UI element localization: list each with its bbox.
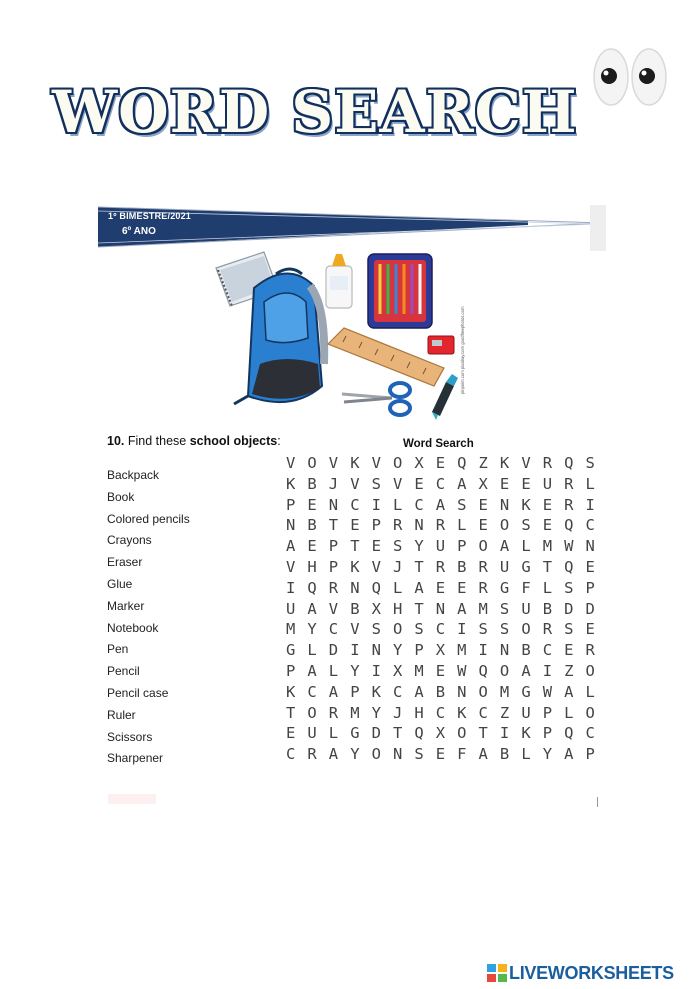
grid-cell[interactable]: E <box>435 454 446 472</box>
grid-cell[interactable]: V <box>286 454 296 472</box>
grid-cell[interactable]: A <box>286 537 296 556</box>
grid-cell[interactable]: B <box>499 745 510 764</box>
grid-cell[interactable]: Q <box>414 724 424 743</box>
grid-cell[interactable]: Y <box>414 537 424 556</box>
grid-cell[interactable]: N <box>414 516 424 535</box>
grid-cell[interactable]: G <box>521 682 531 701</box>
pennant-term-label: 1º BIMESTRE/2021 <box>108 211 192 221</box>
word-list-item: Book <box>107 489 135 504</box>
grid-cell[interactable]: L <box>328 661 339 680</box>
grid-cell[interactable]: M <box>414 661 424 680</box>
grid-cell[interactable]: V <box>328 599 339 618</box>
grid-cell[interactable]: S <box>371 474 381 493</box>
grid-cell[interactable]: C <box>435 703 446 722</box>
grid-cell[interactable]: S <box>499 620 510 639</box>
grid-cell[interactable]: V <box>350 474 360 493</box>
grid-cell[interactable]: B <box>435 682 446 701</box>
grid-cell[interactable]: Y <box>307 620 317 639</box>
grid-cell[interactable]: V <box>392 474 403 493</box>
grid-cell[interactable]: V <box>521 454 531 472</box>
grid-cell[interactable]: E <box>371 537 381 556</box>
ruler-illustration <box>328 328 444 386</box>
grid-cell[interactable]: I <box>371 495 381 514</box>
grid-cell[interactable]: S <box>499 599 510 618</box>
grid-cell[interactable]: O <box>478 537 488 556</box>
grid-cell[interactable]: Z <box>499 703 510 722</box>
grid-cell[interactable]: E <box>307 537 317 556</box>
grid-cell[interactable]: C <box>286 745 296 764</box>
grid-cell[interactable]: R <box>307 745 317 764</box>
grid-cell[interactable]: E <box>435 661 446 680</box>
grid-cell[interactable]: E <box>307 495 317 514</box>
grid-cell[interactable]: Q <box>371 578 381 597</box>
grid-cell[interactable]: C <box>478 703 488 722</box>
grid-cell[interactable]: E <box>435 578 446 597</box>
grid-cell[interactable]: Q <box>564 454 574 472</box>
grid-cell[interactable]: U <box>286 599 296 618</box>
grid-cell[interactable]: H <box>414 703 424 722</box>
grid-cell[interactable]: Q <box>457 454 467 472</box>
grid-cell[interactable]: K <box>521 724 531 743</box>
grid-cell[interactable]: R <box>478 557 488 576</box>
grid-cell[interactable]: P <box>328 537 339 556</box>
grid-cell[interactable]: I <box>499 724 510 743</box>
grid-cell[interactable]: E <box>350 516 360 535</box>
word-list-item: Crayons <box>107 533 152 548</box>
grid-cell[interactable]: C <box>585 724 595 743</box>
grid-cell[interactable]: G <box>286 641 296 660</box>
grid-cell[interactable]: V <box>286 557 296 576</box>
letter-grid <box>280 453 602 765</box>
grid-cell[interactable]: K <box>521 495 531 514</box>
grid-cell[interactable]: C <box>350 495 360 514</box>
grid-cell[interactable]: E <box>542 516 553 535</box>
grid-cell[interactable]: K <box>286 474 296 493</box>
grid-cell[interactable]: M <box>457 641 467 660</box>
grid-cell[interactable]: E <box>286 724 296 743</box>
grid-cell[interactable]: V <box>371 557 381 576</box>
grid-cell[interactable]: Y <box>542 745 553 764</box>
grid-cell[interactable]: B <box>542 599 553 618</box>
grid-cell[interactable]: T <box>286 703 296 722</box>
word-list-item: Notebook <box>107 620 159 635</box>
grid-cell[interactable]: E <box>414 474 424 493</box>
grid-cell[interactable]: W <box>564 537 574 556</box>
grid-cell[interactable]: I <box>478 641 488 660</box>
grid-cell[interactable]: D <box>585 599 595 618</box>
grid-cell[interactable]: X <box>414 454 424 472</box>
instruction-text-after: : <box>277 434 281 448</box>
grid-cell[interactable]: M <box>286 620 296 639</box>
sharpener-illustration <box>428 336 454 354</box>
grid-cell[interactable]: I <box>457 620 467 639</box>
grid-cell[interactable]: R <box>585 641 595 660</box>
grid-cell[interactable]: E <box>457 578 467 597</box>
grid-cell[interactable]: S <box>521 516 531 535</box>
liveworksheets-logo[interactable] <box>487 962 674 984</box>
grid-cell[interactable]: N <box>350 578 360 597</box>
grid-cell[interactable]: P <box>350 682 360 701</box>
word-list-item: Marker <box>107 598 145 613</box>
grid-cell[interactable]: P <box>585 745 595 764</box>
grid-cell[interactable]: L <box>392 495 403 514</box>
grid-cell[interactable]: L <box>307 641 317 660</box>
grid-cell[interactable]: Q <box>564 557 574 576</box>
grid-cell[interactable]: G <box>499 578 510 597</box>
grid-cell[interactable]: L <box>585 474 595 493</box>
grid-cell[interactable]: X <box>478 474 488 493</box>
grid-cell[interactable]: Q <box>478 661 488 680</box>
grid-cell[interactable]: O <box>307 703 317 722</box>
instruction-text-before: Find these <box>127 434 190 448</box>
word-list <box>107 465 190 770</box>
grid-cell[interactable]: Z <box>564 661 574 680</box>
grid-cell[interactable]: X <box>392 661 403 680</box>
grid-cell[interactable]: D <box>564 599 574 618</box>
grid-cell[interactable]: Q <box>564 516 574 535</box>
grid-cell[interactable]: S <box>585 454 595 472</box>
grid-cell[interactable]: F <box>457 745 467 764</box>
word-list-item: Colored pencils <box>107 511 190 526</box>
grid-cell[interactable]: A <box>328 745 339 764</box>
grid-cell[interactable]: T <box>414 599 424 618</box>
grid-cell[interactable]: S <box>457 495 467 514</box>
grid-cell[interactable]: J <box>392 557 403 576</box>
grid-cell[interactable]: N <box>328 495 339 514</box>
grid-cell[interactable]: E <box>499 474 510 493</box>
grid-cell[interactable]: W <box>542 682 553 701</box>
grid-cell[interactable]: C <box>435 620 446 639</box>
grid-cell[interactable]: B <box>350 599 360 618</box>
grid-cell[interactable]: P <box>585 578 595 597</box>
grid-cell[interactable]: M <box>478 599 488 618</box>
grid-cell[interactable]: U <box>521 599 531 618</box>
grid-cell[interactable]: C <box>542 641 553 660</box>
word-list-item: Scissors <box>107 729 153 744</box>
grid-cell[interactable]: Y <box>392 641 403 660</box>
exercise-instruction <box>107 434 281 448</box>
grid-cell[interactable]: D <box>328 641 339 660</box>
grid-cell[interactable]: P <box>542 724 553 743</box>
word-list-item: Backpack <box>107 468 160 482</box>
grid-cell[interactable]: V <box>328 454 339 472</box>
grid-cell[interactable]: R <box>392 516 403 535</box>
grid-cell[interactable]: G <box>521 557 531 576</box>
grid-cell[interactable]: L <box>328 724 339 743</box>
grid-cell[interactable]: U <box>307 724 317 743</box>
grid-cell[interactable]: T <box>542 557 553 576</box>
word-list-item: Pencil <box>107 664 140 679</box>
grid-cell[interactable]: C <box>435 474 446 493</box>
school-supplies-illustration <box>206 246 478 424</box>
logo-text: LIVEWORKSHEETS <box>509 962 674 983</box>
grid-cell[interactable]: I <box>585 495 595 514</box>
grid-cell[interactable]: L <box>585 682 595 701</box>
word-list-item: Sharpener <box>107 751 164 766</box>
grid-cell[interactable]: Y <box>371 703 381 722</box>
grid-cell[interactable]: N <box>392 745 403 764</box>
grid-cell[interactable]: K <box>350 454 360 472</box>
word-search-title: Word Search <box>403 438 474 450</box>
grid-cell[interactable]: R <box>542 620 553 639</box>
grid-cell[interactable]: P <box>542 703 553 722</box>
grid-cell[interactable]: E <box>521 474 531 493</box>
grid-cell[interactable]: R <box>564 474 574 493</box>
grid-cell[interactable]: Q <box>564 724 574 743</box>
grid-cell[interactable]: P <box>457 537 467 556</box>
grid-cell[interactable]: C <box>585 516 595 535</box>
grid-cell[interactable]: J <box>328 474 339 493</box>
grid-cell[interactable]: S <box>564 578 574 597</box>
grid-cell[interactable]: U <box>521 703 531 722</box>
grid-cell[interactable]: L <box>564 703 574 722</box>
grid-cell[interactable]: C <box>392 682 403 701</box>
grid-cell[interactable]: E <box>585 557 595 576</box>
pennant-grade-label: 6º ANO <box>122 226 156 237</box>
word-list-item: Pen <box>107 642 129 657</box>
grid-cell[interactable]: N <box>499 641 510 660</box>
grid-cell[interactable]: W <box>457 661 467 680</box>
word-list-item: Eraser <box>107 555 143 570</box>
grid-cell[interactable]: A <box>414 682 424 701</box>
exercise-number: 10. <box>107 434 125 448</box>
grid-cell[interactable]: B <box>457 557 467 576</box>
grid-cell[interactable]: O <box>499 661 510 680</box>
grid-cell[interactable]: L <box>542 578 553 597</box>
grid-cell[interactable]: O <box>307 454 317 472</box>
grid-cell[interactable]: H <box>307 557 317 576</box>
grid-cell[interactable]: O <box>371 745 381 764</box>
grid-cell[interactable]: I <box>542 661 553 680</box>
grid-cell[interactable]: R <box>542 454 553 472</box>
instruction-text-bold: school objects <box>189 434 278 448</box>
grid-cell[interactable]: X <box>435 724 446 743</box>
grid-cell[interactable]: V <box>350 620 360 639</box>
grid-cell[interactable]: K <box>371 682 381 701</box>
eyes-emoji-icon <box>592 46 668 108</box>
grid-cell[interactable]: L <box>521 537 531 556</box>
grid-cell[interactable]: D <box>371 724 381 743</box>
grid-cell[interactable]: A <box>328 682 339 701</box>
grid-cell[interactable]: A <box>499 537 510 556</box>
grid-cell[interactable]: G <box>350 724 360 743</box>
grid-cell[interactable]: B <box>521 641 531 660</box>
grid-cell[interactable]: A <box>457 474 467 493</box>
grid-cell[interactable]: O <box>457 724 467 743</box>
grid-cell[interactable]: O <box>392 620 403 639</box>
grid-cell[interactable]: S <box>564 620 574 639</box>
grid-cell[interactable]: P <box>328 557 339 576</box>
grid-cell[interactable]: E <box>478 495 488 514</box>
grid-cell[interactable]: N <box>435 599 446 618</box>
grid-cell[interactable]: A <box>414 578 424 597</box>
grid-cell[interactable]: C <box>414 495 424 514</box>
word-list-item: Glue <box>107 576 133 591</box>
grid-cell[interactable]: A <box>478 745 488 764</box>
faint-mark <box>108 794 156 804</box>
grid-cell[interactable]: A <box>564 682 574 701</box>
grid-cell[interactable]: A <box>307 661 317 680</box>
grid-cell[interactable]: I <box>371 661 381 680</box>
grid-cell[interactable]: J <box>392 703 403 722</box>
grid-cell[interactable]: H <box>392 599 403 618</box>
tick-mark <box>597 797 598 807</box>
grid-cell[interactable]: S <box>478 620 488 639</box>
grid-cell[interactable]: K <box>286 682 296 701</box>
grid-cell[interactable]: E <box>478 516 488 535</box>
grid-cell[interactable]: R <box>328 703 339 722</box>
grid-cell[interactable]: X <box>435 641 446 660</box>
grid-cell[interactable]: M <box>499 682 510 701</box>
grid-cell[interactable]: Y <box>350 745 360 764</box>
grid-cell[interactable]: S <box>392 537 403 556</box>
grid-cell[interactable]: E <box>564 641 574 660</box>
word-list-item: Pencil case <box>107 685 169 700</box>
grid-cell[interactable]: K <box>499 454 510 472</box>
grid-cell[interactable]: T <box>328 516 339 535</box>
grid-cell[interactable]: R <box>328 578 339 597</box>
grid-cell[interactable]: L <box>521 745 531 764</box>
grid-cell[interactable]: T <box>478 724 488 743</box>
grid-cell[interactable]: P <box>286 495 296 514</box>
grid-cell[interactable]: P <box>286 661 296 680</box>
word-list-item: Ruler <box>107 707 136 722</box>
grid-cell[interactable]: O <box>499 516 510 535</box>
grid-cell[interactable]: L <box>392 578 403 597</box>
pencil-case-illustration <box>368 254 432 328</box>
grid-cell[interactable]: Q <box>307 578 317 597</box>
grid-cell[interactable]: T <box>350 537 360 556</box>
grid-cell[interactable]: Y <box>350 661 360 680</box>
grid-cell[interactable]: N <box>585 537 595 556</box>
grid-cell[interactable]: M <box>350 703 360 722</box>
grid-cell[interactable]: C <box>328 620 339 639</box>
grid-cell[interactable]: B <box>307 516 317 535</box>
image-credit: pinpoint.com pixabay.com goodfreephotos.com <box>460 306 465 394</box>
scissors-illustration <box>342 383 410 415</box>
grid-cell[interactable]: T <box>414 557 424 576</box>
grid-cell[interactable]: K <box>457 703 467 722</box>
grid-cell[interactable]: U <box>542 474 553 493</box>
grid-cell[interactable]: O <box>392 454 403 472</box>
grid-cell[interactable]: T <box>392 724 403 743</box>
grid-cell[interactable]: F <box>521 578 531 597</box>
grid-cell[interactable]: S <box>414 745 424 764</box>
grid-cell[interactable]: R <box>435 516 446 535</box>
grid-cell[interactable]: A <box>521 661 531 680</box>
grid-cell[interactable]: A <box>564 745 574 764</box>
grid-cell[interactable]: A <box>307 599 317 618</box>
grid-cell[interactable]: C <box>307 682 317 701</box>
grid-cell[interactable]: I <box>350 641 360 660</box>
grid-cell[interactable]: U <box>435 537 446 556</box>
glue-bottle-illustration <box>326 254 352 308</box>
grid-cell[interactable]: P <box>371 516 381 535</box>
page-title: WORD SEARCH <box>52 78 578 146</box>
grid-cell[interactable]: R <box>478 578 488 597</box>
grid-cell[interactable]: U <box>499 557 510 576</box>
grid-cell[interactable]: I <box>286 578 296 597</box>
grid-cell[interactable]: O <box>585 703 595 722</box>
grid-cell[interactable]: E <box>585 620 595 639</box>
grid-cell[interactable]: N <box>371 641 381 660</box>
grid-cell[interactable]: L <box>457 516 467 535</box>
grid-cell[interactable]: O <box>585 661 595 680</box>
grid-cell[interactable]: N <box>499 495 510 514</box>
liveworksheets-logo-icon <box>487 964 507 982</box>
grid-cell[interactable]: S <box>371 620 381 639</box>
grid-cell[interactable]: O <box>478 682 488 701</box>
grid-cell[interactable]: O <box>521 620 531 639</box>
grid-cell[interactable]: Z <box>478 454 488 472</box>
grid-cell[interactable]: R <box>435 557 446 576</box>
grid-cell[interactable]: E <box>542 495 553 514</box>
grid-cell[interactable]: S <box>414 620 424 639</box>
grid-cell[interactable]: X <box>371 599 381 618</box>
grid-cell[interactable]: R <box>564 495 574 514</box>
grid-cell[interactable]: A <box>457 599 467 618</box>
grid-cell[interactable]: K <box>350 557 360 576</box>
grid-cell[interactable]: M <box>542 537 553 556</box>
grid-cell[interactable]: N <box>457 682 467 701</box>
grid-cell[interactable]: V <box>371 454 381 472</box>
grid-cell[interactable]: A <box>435 495 446 514</box>
grid-cell[interactable]: P <box>414 641 424 660</box>
grid-cell[interactable]: B <box>307 474 317 493</box>
grid-cell[interactable]: N <box>286 516 296 535</box>
grid-cell[interactable]: E <box>435 745 446 764</box>
